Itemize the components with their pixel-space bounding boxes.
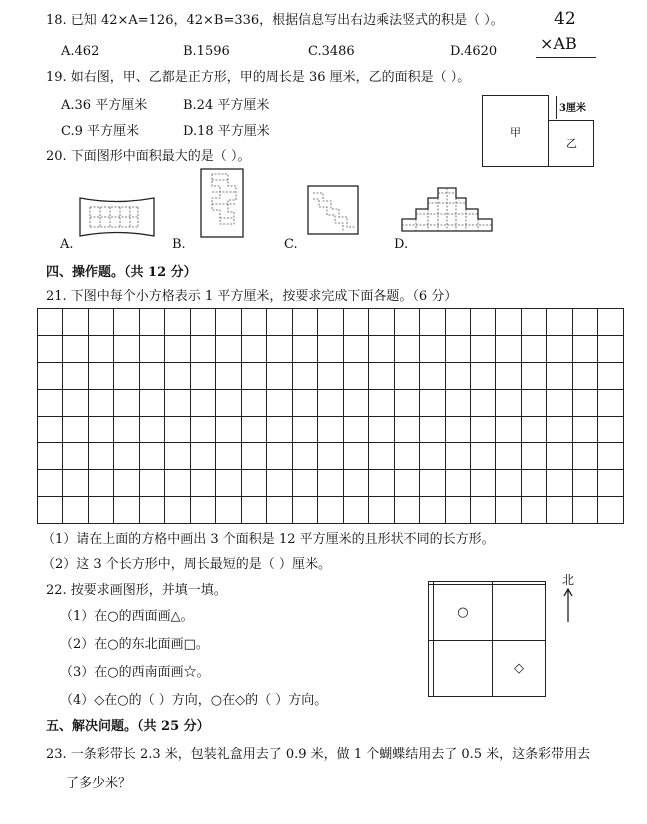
shape-d xyxy=(400,185,494,235)
q21-sub1: （1）请在上面的方格中画出 3 个面积是 12 平方厘米的且形状不同的长方形。 xyxy=(42,532,495,547)
shape-a-label: A. xyxy=(60,237,74,252)
q22-sub4: （4）◇在○的（ ）方向，○在◇的（ ）方向。 xyxy=(60,693,328,708)
dimension-label: 3厘米 xyxy=(559,103,586,114)
north-arrow-icon xyxy=(563,588,573,624)
q19-option-c: C.9 平方厘米 xyxy=(61,124,140,139)
q22-sub3: （3）在○的西南面画☆。 xyxy=(60,665,210,680)
shape-b xyxy=(198,166,246,240)
shape-d-label: D. xyxy=(394,237,409,252)
section-5-heading: 五、解决问题。（共 25 分） xyxy=(46,719,210,734)
q18-vertical-bottom: ×AB xyxy=(540,34,577,53)
q19-option-b: B.24 平方厘米 xyxy=(183,98,270,113)
q23-line2: 了多少米？ xyxy=(66,776,132,791)
q23-line1: 23. 一条彩带长 2.3 米，包装礼盒用去了 0.9 米，做 1 个蝴蝶结用去了 0.5 米，这条彩带用去 xyxy=(46,747,591,762)
q21-sub2: （2）这 3 个长方形中，周长最短的是（ ）厘米。 xyxy=(42,557,331,572)
section-4-heading: 四、操作题。（共 12 分） xyxy=(46,265,197,280)
q18-option-b: B.1596 xyxy=(183,44,230,59)
square-jia-label: 甲 xyxy=(510,126,521,139)
q18-option-a: A.462 xyxy=(61,44,100,59)
q18-vertical-top: 42 xyxy=(554,9,576,29)
square-grid[interactable] xyxy=(37,308,624,524)
north-label: 北 xyxy=(562,573,575,587)
shape-b-label: B. xyxy=(172,237,186,252)
q22-text: 22. 按要求画图形，并填一填。 xyxy=(46,583,227,598)
q22-sub2: （2）在○的东北面画□。 xyxy=(60,637,209,652)
direction-grid[interactable] xyxy=(428,581,546,697)
q21-text: 21. 下图中每个小方格表示 1 平方厘米，按要求完成下面各题。（6 分） xyxy=(46,289,458,304)
q20-text: 20. 下面图形中面积最大的是（ ）。 xyxy=(46,149,251,164)
shape-a xyxy=(78,195,156,239)
q18-option-c: C.3486 xyxy=(308,44,355,59)
diamond-marker: ◇ xyxy=(493,641,546,697)
q18-vertical-line xyxy=(536,57,596,58)
q18-option-d: D.4620 xyxy=(450,44,498,59)
square-yi-label: 乙 xyxy=(566,137,577,150)
dimension-line xyxy=(556,96,557,119)
q22-sub1: （1）在○的西面画△。 xyxy=(60,609,194,624)
circle-marker: ○ xyxy=(433,585,492,641)
q19-option-a: A.36 平方厘米 xyxy=(61,98,148,113)
q19-text: 19. 如右图，甲、乙都是正方形，甲的周长是 36 厘米，乙的面积是（ ）。 xyxy=(46,70,471,85)
shape-c-label: C. xyxy=(284,237,298,252)
q19-option-d: D.18 平方厘米 xyxy=(183,124,270,139)
shape-c xyxy=(305,183,361,237)
q18-text: 18. 已知 42×A=126，42×B=336，根据信息写出右边乘法竖式的积是（ ）。 xyxy=(46,13,504,28)
